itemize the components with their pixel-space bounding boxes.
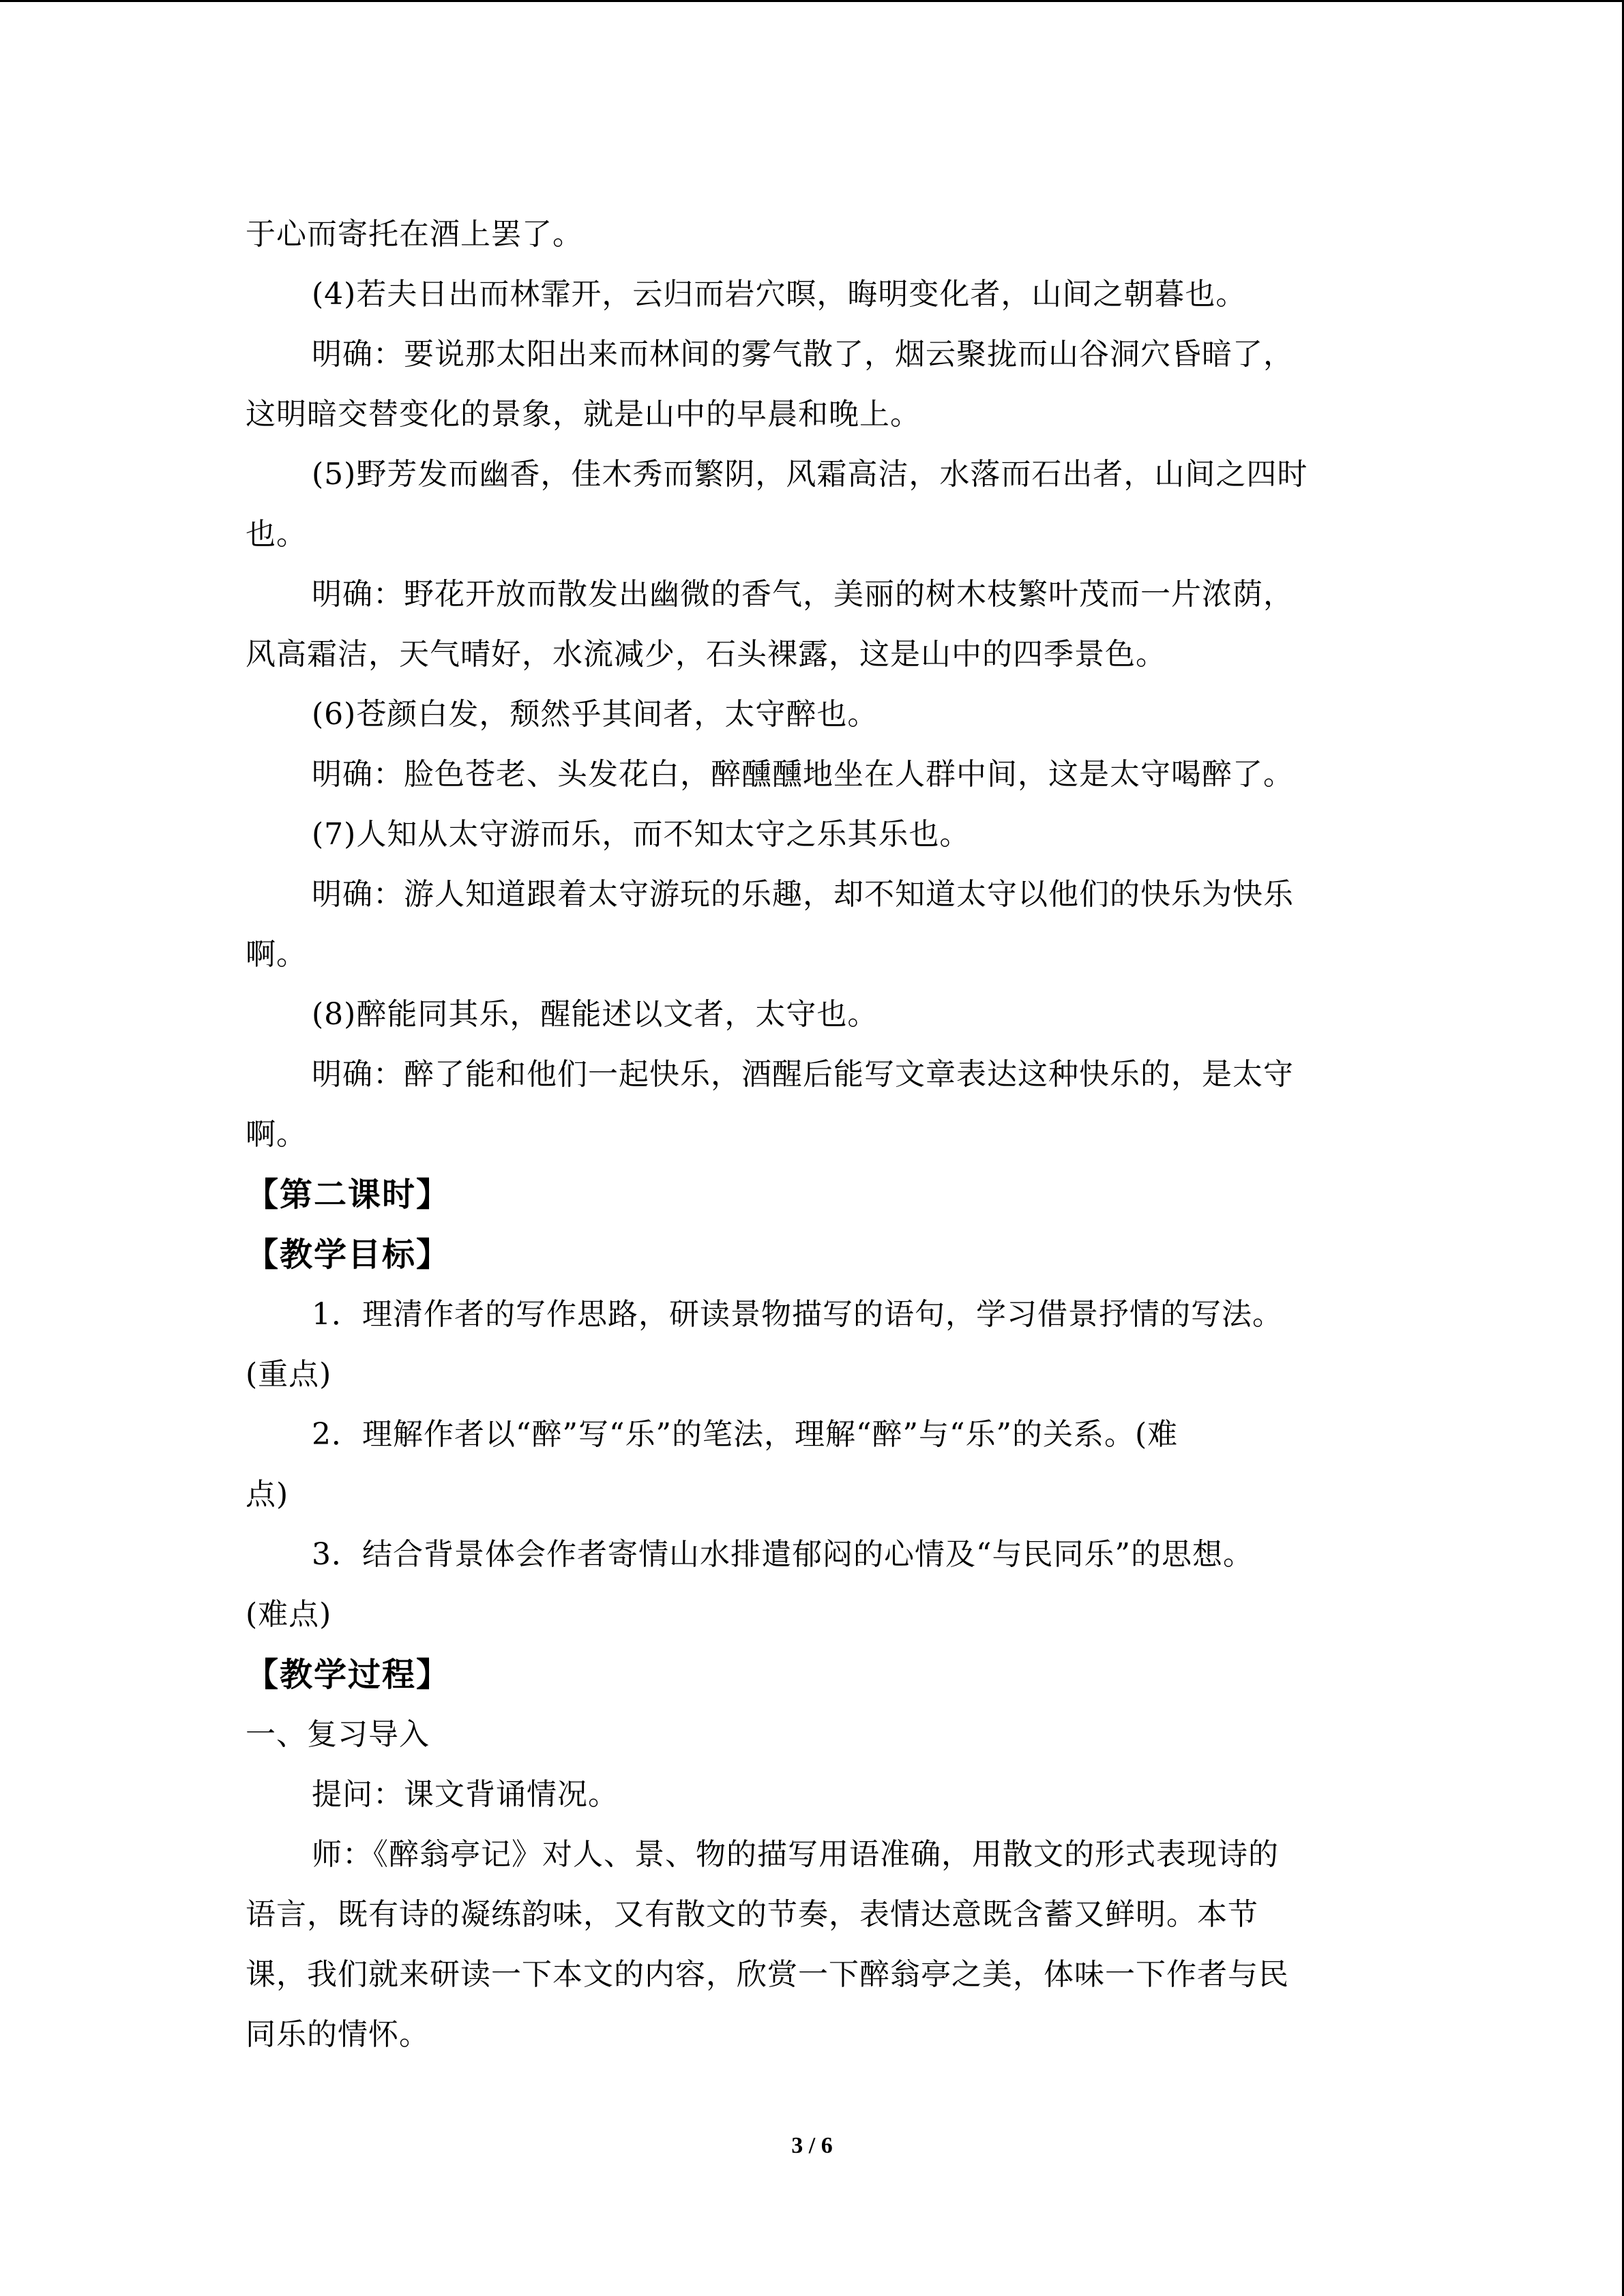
text-line: 明确：醉了能和他们一起快乐，酒醒后能写文章表达这种快乐的，是太守: [312, 1057, 1294, 1092]
text-line: 2．理解作者以“醉”写“乐”的笔法，理解“醉”与“乐”的关系。(难: [312, 1417, 1179, 1452]
text-line: 啊。: [246, 937, 307, 972]
text-line: (5)野芳发而幽香，佳木秀而繁阴，风霜高洁，水落而石出者，山间之四时: [312, 457, 1308, 492]
text-line: 点): [246, 1477, 289, 1512]
text-line: 课，我们就来研读一下本文的内容，欣赏一下醉翁亭之美，体味一下作者与民: [246, 1957, 1289, 1992]
text-line: 明确：要说那太阳出来而林间的雾气散了，烟云聚拢而山谷洞穴昏暗了，: [312, 337, 1294, 372]
text-line: 1．理清作者的写作思路，研读景物描写的语句，学习借景抒情的写法。: [312, 1297, 1283, 1332]
text-line: (8)醉能同其乐，醒能述以文者，太守也。: [312, 997, 879, 1032]
text-line: 明确：脸色苍老、头发花白，醉醺醺地坐在人群中间，这是太守喝醉了。: [312, 757, 1294, 792]
text-line: 风高霜洁，天气晴好，水流减少，石头裸露，这是山中的四季景色。: [246, 637, 1166, 672]
text-line: 于心而寄托在酒上罢了。: [246, 217, 583, 252]
text-line: 也。: [246, 517, 307, 552]
text-line: 明确：野花开放而散发出幽微的香气，美丽的树木枝繁叶茂而一片浓荫，: [312, 577, 1294, 612]
text-line: 师：《醉翁亭记》对人、景、物的描写用语准确，用散文的形式表现诗的: [312, 1837, 1279, 1872]
page-border-top: [0, 0, 1624, 2]
section-heading: 【第二课时】: [246, 1176, 451, 1214]
document-body: [246, 205, 1364, 2065]
text-line: (7)人知从太守游而乐，而不知太守之乐其乐也。: [312, 817, 971, 852]
section-heading: 【教学过程】: [246, 1656, 451, 1694]
text-line: 这明暗交替变化的景象，就是山中的早晨和晚上。: [246, 397, 921, 432]
text-line: 3．结合背景体会作者寄情山水排遣郁闷的心情及“与民同乐”的思想。: [312, 1537, 1254, 1572]
text-line: 一、复习导入: [246, 1717, 430, 1752]
page-number: 3 / 6: [791, 2133, 833, 2158]
text-line: (4)若夫日出而林霏开，云归而岩穴暝，晦明变化者，山间之朝暮也。: [312, 277, 1247, 312]
text-line: 同乐的情怀。: [246, 2017, 430, 2052]
text-line: (重点): [246, 1357, 332, 1392]
text-line: (6)苍颜白发，颓然乎其间者，太守醉也。: [312, 697, 879, 732]
text-line: 啊。: [246, 1117, 307, 1152]
text-line: 语言，既有诗的凝练韵味，又有散文的节奏，表情达意既含蓄又鲜明。本节: [246, 1897, 1258, 1932]
text-line: 提问：课文背诵情况。: [312, 1777, 619, 1812]
section-heading: 【教学目标】: [246, 1236, 451, 1274]
text-line: (难点): [246, 1597, 332, 1632]
text-line: 明确：游人知道跟着太守游玩的乐趣，却不知道太守以他们的快乐为快乐: [312, 877, 1294, 912]
